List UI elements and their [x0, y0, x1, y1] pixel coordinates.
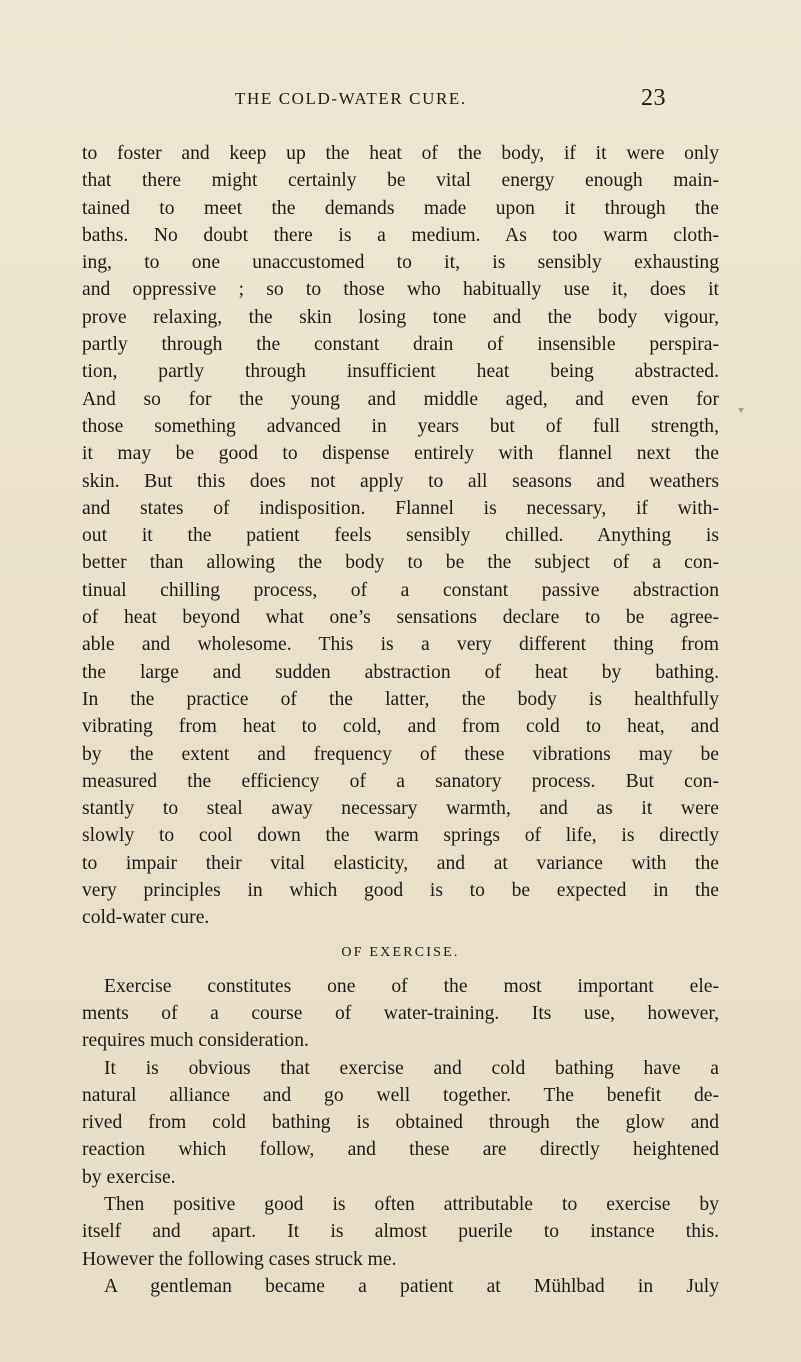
text-line: cold-water cure.: [82, 907, 210, 929]
text-line: prove relaxing, the skin losing tone and the body vigour,: [82, 306, 719, 328]
running-head: [0, 85, 801, 115]
text-line: by exercise.: [82, 1166, 176, 1188]
text-line: natural alliance and go well together. The benefit de-: [82, 1084, 719, 1106]
text-line: it may be good to dispense entirely with flannel next the: [82, 443, 719, 465]
paragraph-exercise-alliance: [82, 1055, 719, 1191]
text-line: of heat beyond what one’s sensations declare to be agree-: [82, 607, 719, 629]
text-line: measured the efficiency of a sanatory process. But con-: [82, 770, 719, 792]
text-line: better than allowing the body to be the subject of a con-: [82, 552, 719, 574]
text-line: baths. No doubt there is a medium. As too warm cloth-: [82, 224, 719, 246]
text-line: requires much consideration.: [82, 1030, 309, 1052]
text-line: to impair their vital elasticity, and at variance with the: [82, 852, 719, 874]
text-line: ing, to one unaccustomed to it, is sensibly exhausting: [82, 252, 719, 274]
text-line: vibrating from heat to cold, and from cold to heat, and: [82, 716, 719, 738]
text-line: tion, partly through insufficient heat being abstracted.: [82, 361, 719, 383]
text-line: rived from cold bathing is obtained through the glow and: [82, 1112, 719, 1134]
running-title: THE COLD-WATER CURE.: [235, 89, 467, 108]
paragraph-gentleman-case: [82, 1273, 719, 1300]
text-line: In the practice of the latter, the body is healthfully: [82, 688, 719, 710]
text-line: itself and apart. It is almost puerile to instance this.: [82, 1221, 719, 1243]
section-heading: OF EXERCISE.: [341, 944, 460, 960]
text-line: and oppressive ; so to those who habitually use it, does it: [82, 279, 719, 301]
text-line: those something advanced in years but of full strength,: [82, 415, 719, 437]
text-line: reaction which follow, and these are directly heightened: [82, 1139, 719, 1161]
page-number: 23: [641, 85, 666, 111]
text-line: And so for the young and middle aged, and even for: [82, 388, 719, 410]
text-line: that there might certainly be vital energy enough main-: [82, 170, 719, 192]
text-line: very principles in which good is to be expected in the: [82, 880, 719, 902]
text-line: slowly to cool down the warm springs of life, is directly: [82, 825, 719, 847]
text-line: able and wholesome. This is a very different thing from: [82, 634, 719, 656]
text-line: by the extent and frequency of these vibrations may be: [82, 743, 719, 765]
text-line: to foster and keep up the heat of the body, if it were only: [82, 143, 719, 164]
text-line: A gentleman became a patient at Mühlbad in July: [104, 1275, 719, 1297]
paragraph-positive-good: [82, 1191, 719, 1273]
paragraph-cold-clothing: [82, 140, 719, 932]
paragraph-exercise-intro: [82, 973, 719, 1055]
text-line: out it the patient feels sensibly chilled. Anything is: [82, 525, 719, 547]
text-line: stantly to steal away necessary warmth, and as it were: [82, 798, 719, 820]
text-line: ments of a course of water-training. Its use, however,: [82, 1002, 719, 1024]
margin-mark: [738, 408, 744, 413]
body-text: [82, 140, 719, 1300]
text-line: It is obvious that exercise and cold bathing have a: [104, 1057, 719, 1079]
text-line: tained to meet the demands made upon it through the: [82, 197, 719, 219]
text-line: the large and sudden abstraction of heat by bathing.: [82, 661, 719, 683]
text-line: and states of indisposition. Flannel is necessary, if with-: [82, 497, 719, 519]
text-line: skin. But this does not apply to all seasons and weathers: [82, 470, 719, 492]
text-line: Then positive good is often attributable to exercise by: [104, 1193, 719, 1215]
text-line: tinual chilling process, of a constant passive abstraction: [82, 579, 719, 601]
text-line: partly through the constant drain of insensible perspira-: [82, 334, 719, 356]
text-line: Exercise constitutes one of the most important ele-: [104, 975, 719, 997]
text-line: However the following cases struck me.: [82, 1248, 397, 1270]
